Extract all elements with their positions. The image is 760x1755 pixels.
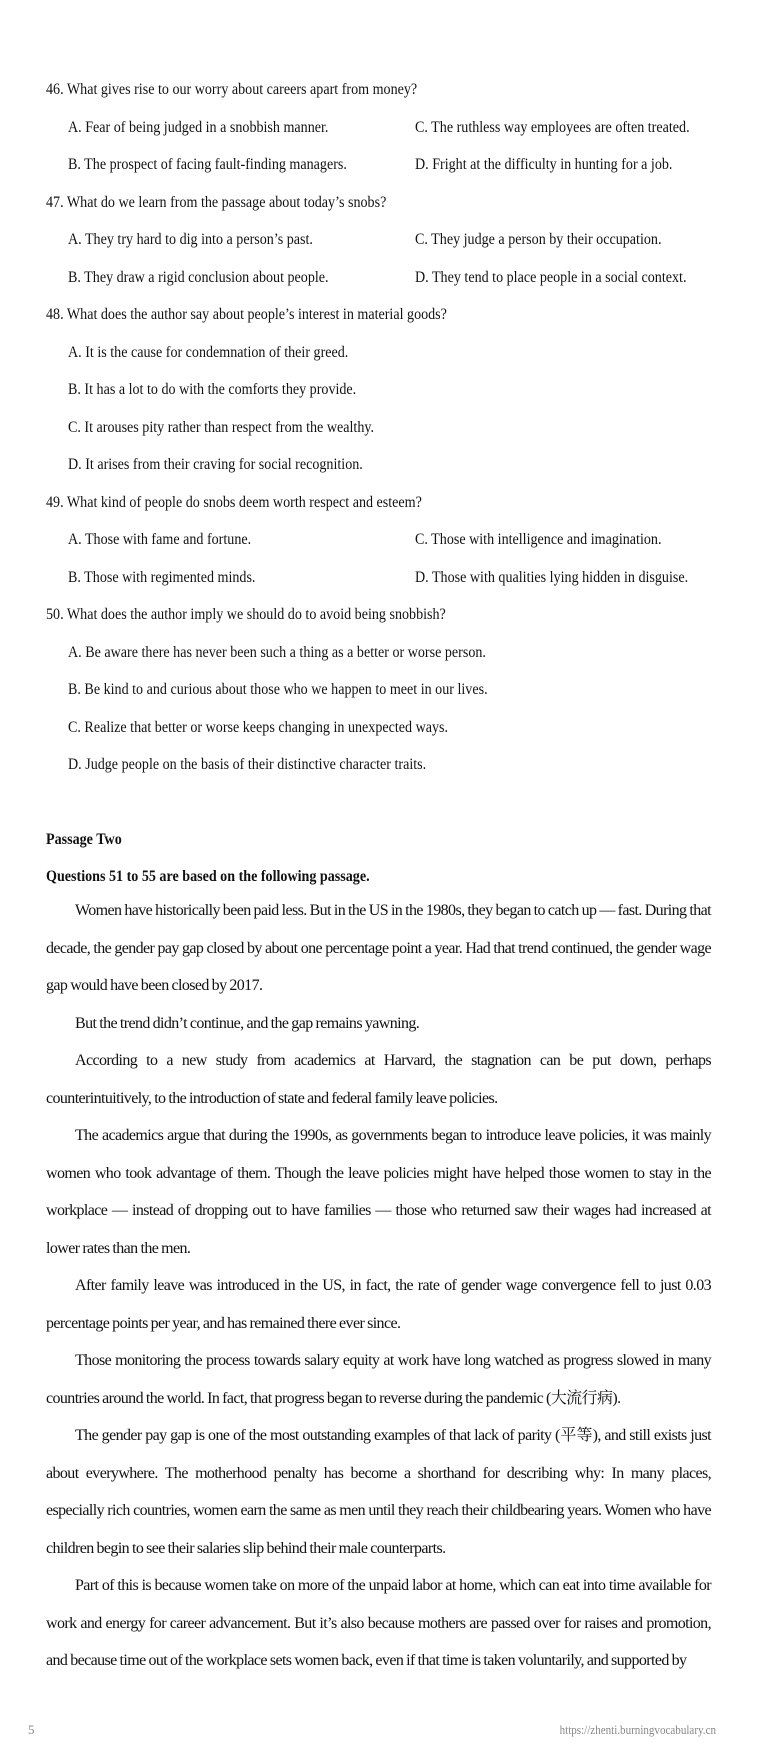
passage-paragraph-4: The academics argue that during the 1990s, as governments began to introduce leave policies, it was mainly women who took advantage of them. Though the leave policies might have helped those women to stay in the workplace — instead of dropping out to have families — those who returned saw their wages had increased at lower rates than the men. [46, 1127, 711, 1257]
passage-paragraph-6: Those monitoring the process towards salary equity at work have long watched as progress slowed in many countries around the world. In fact, that progress began to reverse during the pandemic (大流行病). [46, 1352, 711, 1407]
question-49-stem: 49. What kind of people do snobs deem worth respect and esteem? [46, 494, 422, 511]
question-48-option-d: D. It arises from their craving for social recognition. [68, 456, 363, 473]
question-46-option-c: C. The ruthless way employees are often treated. [415, 119, 690, 136]
passage-paragraph-3: According to a new study from academics at Harvard, the stagnation can be put down, perhaps counterintuitively, to the introduction of state and federal family leave policies. [46, 1052, 711, 1107]
passage-paragraph-5: After family leave was introduced in the US, in fact, the rate of gender wage convergence fell to just 0.03 percentage points per year, and has remained there ever since. [46, 1277, 711, 1332]
question-47-option-b: B. They draw a rigid conclusion about people. [68, 269, 329, 286]
passage-paragraph-7: The gender pay gap is one of the most outstanding examples of that lack of parity (平等), and still exists just about everywhere. The motherhood penalty has become a shorthand for describing why: In many places, especially rich countries, women earn the same as men until they reach their childbearing years. Women who have children begin to see their salaries slip behind their male counterparts. [46, 1427, 711, 1557]
passage-title: Passage Two [46, 831, 122, 848]
question-46-option-d: D. Fright at the difficulty in hunting for a job. [415, 156, 673, 173]
question-46-stem: 46. What gives rise to our worry about careers apart from money? [46, 81, 418, 98]
question-50-option-a: A. Be aware there has never been such a thing as a better or worse person. [68, 644, 486, 661]
passage-paragraph-8: Part of this is because women take on more of the unpaid labor at home, which can eat into time available for work and energy for career advancement. But it’s also because mothers are passed over for raises and promotion, and because time out of the workplace sets women back, even if that time is taken voluntarily, and supported by [46, 1577, 711, 1669]
passage-instruction: Questions 51 to 55 are based on the following passage. [46, 868, 370, 885]
passage-paragraph-1: Women have historically been paid less. But in the US in the 1980s, they began to catch up — fast. During that decade, the gender pay gap closed by about one percentage point a year. Had that trend continued, the gender wage gap would have been closed by 2017. [46, 902, 711, 994]
question-48-stem: 48. What does the author say about people’s interest in material goods? [46, 306, 447, 323]
question-50-option-d: D. Judge people on the basis of their distinctive character traits. [68, 756, 427, 773]
question-49-option-a: A. Those with fame and fortune. [68, 531, 252, 548]
question-49-option-c: C. Those with intelligence and imagination. [415, 531, 662, 548]
question-47-option-d: D. They tend to place people in a social context. [415, 269, 687, 286]
passage-paragraph-2: But the trend didn’t continue, and the gap remains yawning. [75, 1015, 420, 1032]
question-48-option-b: B. It has a lot to do with the comforts they provide. [68, 381, 357, 398]
question-48-option-a: A. It is the cause for condemnation of their greed. [68, 344, 349, 361]
question-50-option-b: B. Be kind to and curious about those who we happen to meet in our lives. [68, 681, 488, 698]
question-48-option-c: C. It arouses pity rather than respect from the wealthy. [68, 419, 375, 436]
question-49-option-b: B. Those with regimented minds. [68, 569, 256, 586]
question-50-option-c: C. Realize that better or worse keeps changing in unexpected ways. [68, 719, 449, 736]
question-47-option-c: C. They judge a person by their occupation. [415, 231, 662, 248]
source-url[interactable]: https://zhenti.burningvocabulary.cn [559, 1722, 716, 1737]
question-49-option-d: D. Those with qualities lying hidden in disguise. [415, 569, 689, 586]
question-46-option-b: B. The prospect of facing fault-finding managers. [68, 156, 347, 173]
question-47-option-a: A. They try hard to dig into a person’s past. [68, 231, 313, 248]
page-number: 5 [28, 1722, 35, 1737]
question-47-stem: 47. What do we learn from the passage about today’s snobs? [46, 194, 387, 211]
question-50-stem: 50. What does the author imply we should do to avoid being snobbish? [46, 606, 446, 623]
question-46-option-a: A. Fear of being judged in a snobbish manner. [68, 119, 329, 136]
